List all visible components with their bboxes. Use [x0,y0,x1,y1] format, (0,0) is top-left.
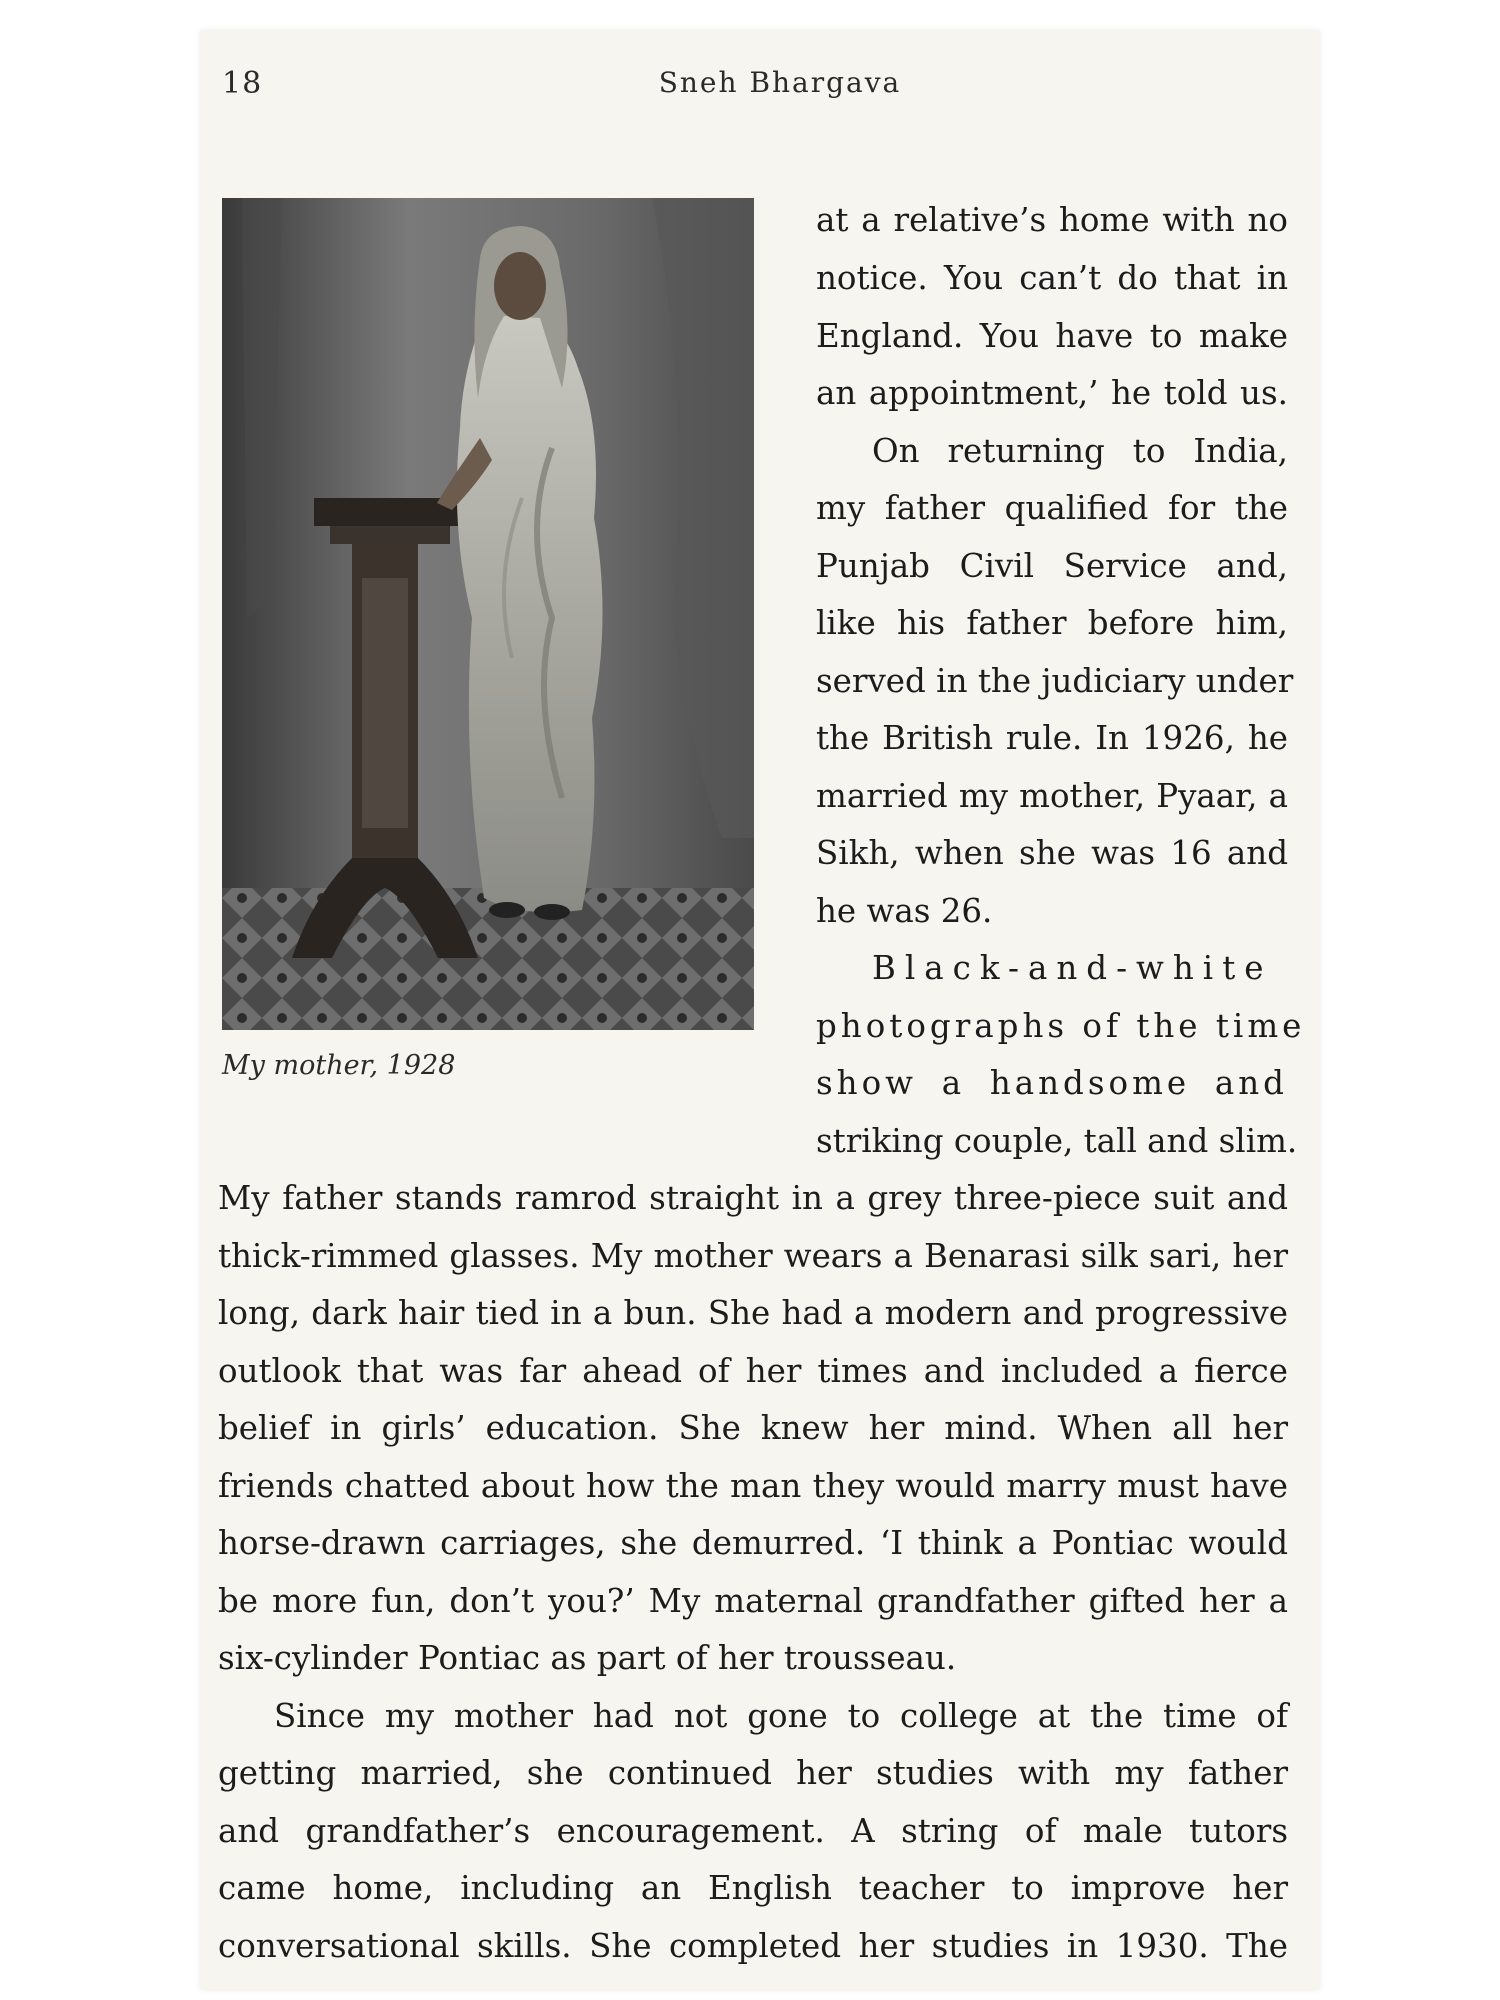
text-line: My father stands ramrod straight in a grey three-piece suit and [218,1179,1288,1217]
running-head: Sneh Bhargava [658,66,902,99]
text-line: my father qualified for the [816,489,1288,527]
text-line: be more fun, don’t you?’ My maternal grandfather gifted her a [218,1582,1288,1620]
text-line: striking couple, tall and slim. [816,1122,1298,1160]
text-line: like his father before him, [816,604,1288,642]
text-line: photographs of the time [816,1007,1306,1045]
text-line: an appointment,’ he told us. [816,374,1288,412]
text-line: notice. You can’t do that in [816,259,1288,297]
text-line: Since my mother had not gone to college at the time of [274,1697,1288,1735]
text-line: long, dark hair tied in a bun. She had a modern and progressive [218,1294,1288,1332]
text-line: the British rule. In 1926, he [816,719,1288,757]
text-line: conversational skills. She completed her studies in 1930. The [218,1927,1288,1965]
text-line: Sikh, when she was 16 and [816,834,1288,872]
text-line: at a relative’s home with no [816,201,1288,239]
text-line: horse-drawn carriages, she demurred. ‘I think a Pontiac would [218,1524,1288,1562]
text-line: belief in girls’ education. She knew her mind. When all her [218,1409,1288,1447]
photo-illustration [222,198,754,1030]
text-line: show a handsome and [816,1064,1288,1102]
page-number: 18 [222,66,263,101]
text-line: married my mother, Pyaar, a [816,777,1288,815]
text-line: he was 26. [816,892,993,930]
photo-caption: My mother, 1928 [222,1050,456,1081]
text-line: friends chatted about how the man they would marry must have [218,1467,1288,1505]
text-line: served in the judiciary under [816,662,1294,700]
text-line: came home, including an English teacher to improve her [218,1869,1288,1907]
text-line: thick-rimmed glasses. My mother wears a Benarasi silk sari, her [218,1237,1288,1275]
text-line: Black-and-white [872,949,1273,987]
text-line: and grandfather’s encouragement. A string of male tutors [218,1812,1288,1850]
text-line: getting married, she continued her studies with my father [218,1754,1288,1792]
photo-mother [222,198,754,1030]
text-line: six-cylinder Pontiac as part of her trousseau. [218,1639,957,1677]
text-line: On returning to India, [872,432,1288,470]
text-line: Punjab Civil Service and, [816,547,1288,585]
text-line: England. You have to make [816,317,1288,355]
text-line: outlook that was far ahead of her times and included a fierce [218,1352,1288,1390]
